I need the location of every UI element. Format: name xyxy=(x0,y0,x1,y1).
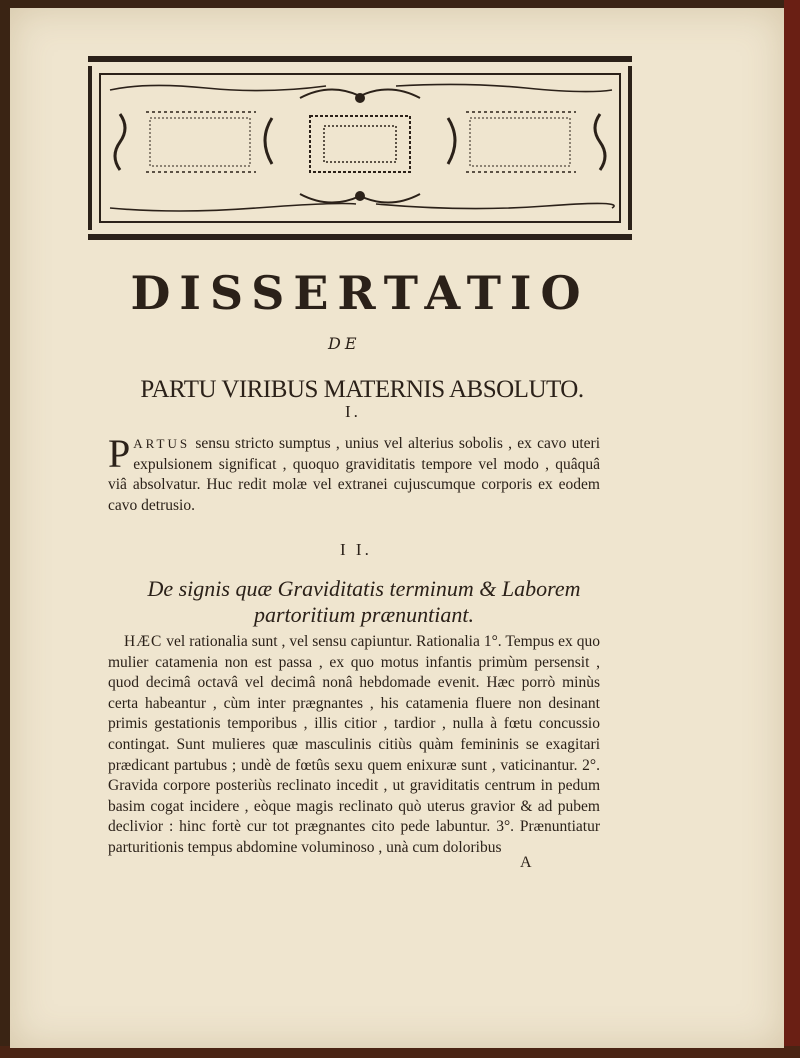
section-number-1: I. xyxy=(345,402,361,421)
book-edge-right xyxy=(784,0,800,1058)
book-page xyxy=(10,8,784,1048)
dropcap-letter: P xyxy=(108,431,131,476)
section-number-2: I I. xyxy=(340,540,372,559)
page-title: DISSERTATIO xyxy=(130,266,590,320)
section-1-lead-word: ARTUS xyxy=(133,436,191,451)
decorative-headpiece xyxy=(86,54,634,244)
section-2-heading: De signis quæ Graviditatis terminum & Laborem partoritium prænuntiant. xyxy=(147,576,581,627)
section-1-paragraph xyxy=(108,431,601,516)
title-preposition: DE xyxy=(328,334,361,353)
section-2-paragraph xyxy=(108,632,600,859)
signature-mark: A xyxy=(520,854,532,871)
section-1-text: sensu stricto sumptus , unius vel alterius sobolis , ex cavo uteri expulsionem significat , quoquo graviditatis tempore vel modo , quâquâ viâ absolvatur. Huc redit molæ vel extranei cujuscumque corporis ex eodem cavo detrusio. xyxy=(108,435,601,514)
section-2-text: vel rationalia sunt , vel sensu capiuntur. Rationalia 1°. Tempus ex quo mulier catamenia non est passa , ex quo motus infantis primùm persensit , quod decimâ octavâ vel decimâ nonâ hebdomade evenit. Hæc porrò minùs certa habeantur , cùm inter prægnantes , his catamenia fluere non desinant primis gestationis temporibus , illis citior , tardior , nulla à fœtu concussio contingat. Sunt mulieres quæ masculinis citiùs quàm femininis se exagitari prædicant partubus ; undè de fœtûs sexu quem enixuræ sunt , vaticinantur. 2°. Gravida corpore posteriùs reclinato incedit , ut graviditatis centrum in pedum basim cogat incidere , eòque magis reclinato quò uterus gravior & ad pubem declivior : hinc fortè cur tot prægnantes cito pede labuntur. 3°. Prænuntiatur parturitionis tempus abdomine voluminoso , unà cum doloribus xyxy=(108,633,600,856)
section-2-lead-word: HÆC xyxy=(124,633,163,650)
page-subtitle: PARTU VIRIBUS MATERNIS ABSOLUTO. xyxy=(140,376,584,403)
